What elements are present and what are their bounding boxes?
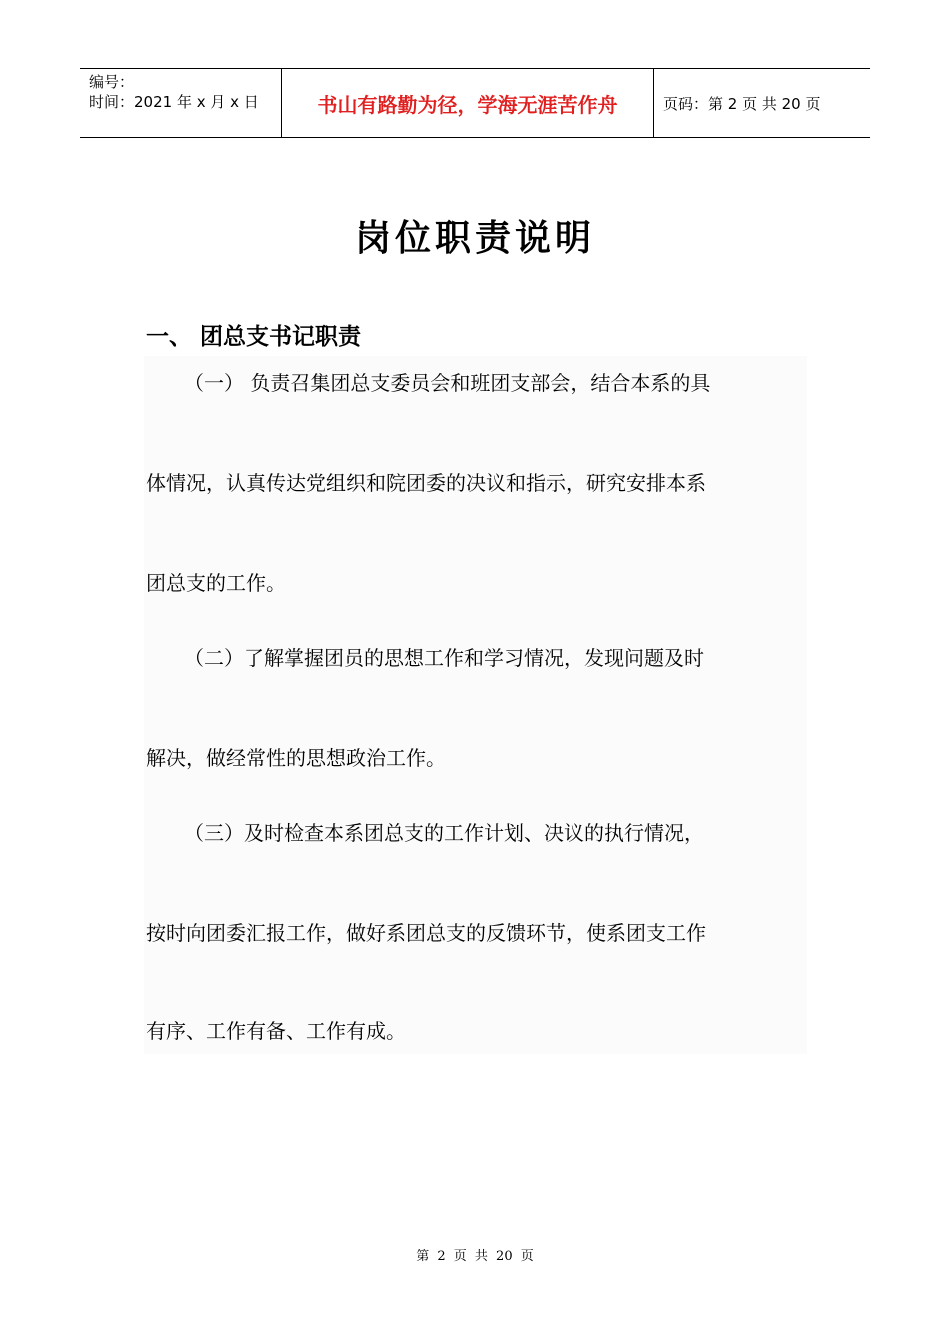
header-page-info: 页码：第 2 页 共 20 页 xyxy=(663,94,821,113)
body-line: （一） 负责召集团总支委员会和班团支部会，结合本系的具 xyxy=(184,371,711,395)
section-heading: 一、 团总支书记职责 xyxy=(146,324,362,350)
body-line: 按时向团委汇报工作，做好系团总支的反馈环节，使系团支工作 xyxy=(146,921,706,945)
body-line: 解决，做经常性的思想政治工作。 xyxy=(146,746,446,770)
header-meta xyxy=(80,69,282,137)
page-footer: 第 2 页 共 20 页 xyxy=(416,1249,534,1264)
body-background xyxy=(144,356,807,1054)
body-line: 体情况，认真传达党组织和院团委的决议和指示，研究安排本系 xyxy=(146,471,706,495)
body-line: （二）了解掌握团员的思想工作和学习情况，发现问题及时 xyxy=(184,646,704,670)
page-header xyxy=(80,68,870,138)
header-motto: 书山有路勤为径，学海无涯苦作舟 xyxy=(282,69,654,137)
document-time: 时间：2021 年 x 月 x 日 xyxy=(89,93,259,111)
body-line: 有序、工作有备、工作有成。 xyxy=(146,1019,406,1043)
document-title: 岗位职责说明 xyxy=(354,217,595,259)
body-line: （三）及时检查本系团总支的工作计划、决议的执行情况， xyxy=(184,821,704,845)
document-number: 编号： xyxy=(89,73,135,91)
body-line: 团总支的工作。 xyxy=(146,571,286,595)
